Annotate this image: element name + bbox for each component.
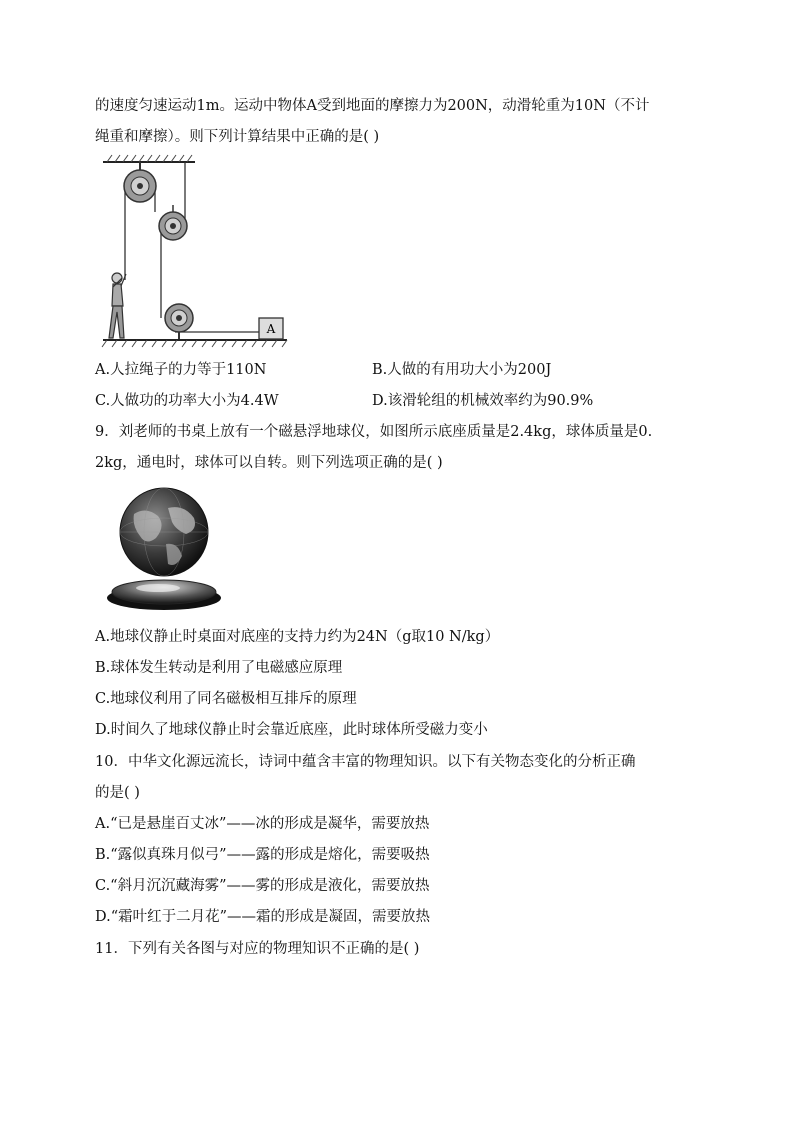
q8-option-b: B.人做的有用功大小为200J <box>372 362 552 378</box>
globe-sphere <box>120 488 208 576</box>
q9-option-b: B.球体发生转动是利用了电磁感应原理 <box>95 660 343 676</box>
q10-option-c: C.“斜月沉沉藏海雾”——雾的形成是液化，需要放热 <box>95 878 430 894</box>
q10-option-b: B.“露似真珠月似弓”——露的形成是熔化，需要吸热 <box>95 847 430 863</box>
q9-stem-line1: 9．刘老师的书桌上放有一个磁悬浮地球仪，如图所示底座质量是2.4kg，球体质量是0. <box>95 424 653 440</box>
q10-stem-line1: 10．中华文化源远流长，诗词中蕴含丰富的物理知识。以下有关物态变化的分析正确 <box>95 754 636 770</box>
q9-option-d: D.时间久了地球仪静止时会靠近底座，此时球体所受磁力变小 <box>95 722 488 738</box>
q10-stem-line2: 的是( ) <box>95 785 140 801</box>
q10-option-a: A.“已是悬崖百丈冰”——冰的形成是凝华，需要放热 <box>95 816 430 832</box>
q9-option-c: C.地球仪利用了同名磁极相互排斥的原理 <box>95 691 357 707</box>
person-pulling-rope <box>109 273 126 338</box>
q8-stem-line1: 的速度匀速运动1m。运动中物体A受到地面的摩擦力为200N，动滑轮重为10N（不计 <box>95 98 650 114</box>
q9-stem-line2: 2kg，通电时，球体可以自转。则下列选项正确的是( ) <box>95 455 443 471</box>
q8-option-a: A.人拉绳子的力等于110N <box>95 362 267 378</box>
movable-pulley <box>159 212 187 240</box>
fixed-pulley <box>124 170 156 202</box>
q8-option-c: C.人做功的功率大小为4.4W <box>95 393 279 409</box>
q8-option-d: D.该滑轮组的机械效率约为90.9% <box>372 393 594 409</box>
magnetic-base <box>107 580 221 610</box>
q11-stem-line1: 11．下列有关各图与对应的物理知识不正确的是( ) <box>95 941 420 957</box>
maglev-globe-figure <box>106 486 224 614</box>
pulley-system-figure <box>95 150 295 350</box>
block-a-label: A <box>266 322 276 336</box>
q8-stem-line2: 绳重和摩擦）。则下列计算结果中正确的是( ) <box>95 129 380 145</box>
q10-option-d: D.“霜叶红于二月花”——霜的形成是凝固，需要放热 <box>95 909 431 925</box>
floor-pulley <box>165 304 193 340</box>
q9-option-a: A.地球仪静止时桌面对底座的支持力约为24N（g取10 N/kg） <box>95 629 500 645</box>
